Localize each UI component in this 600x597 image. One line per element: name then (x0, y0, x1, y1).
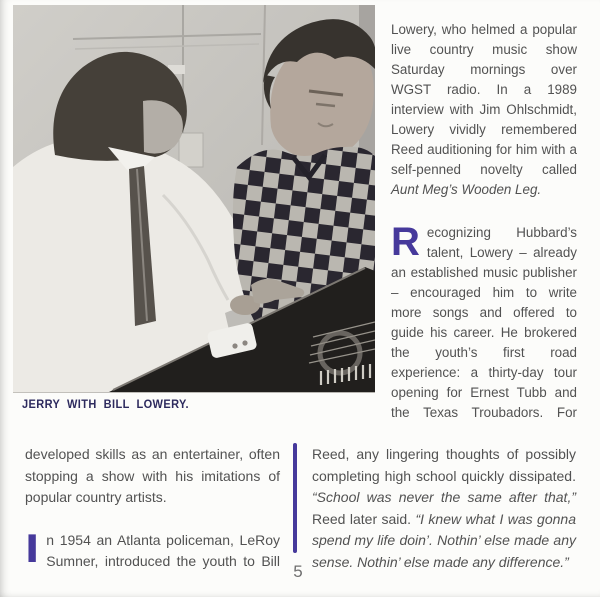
paragraph-text: Reed later said. (312, 510, 416, 527)
paragraph-text: n 1954 an Atlanta policeman, LeRoy Sumner, introduced the youth to Bill (46, 531, 280, 569)
right-column (391, 20, 577, 423)
bottom-right-column (312, 444, 576, 573)
quote-italic: “School was never the same after that,” (312, 489, 576, 505)
photo-caption: JERRY WITH BILL LOWERY. (22, 398, 189, 412)
paragraph-text: ecognizing Hubbard’s talent, Lowery – already an established music publisher – encouraged him to write more songs and offered to guide his career. He brokered the youth’s first road experience: a thirty-day tour opening for Ernest Tubb and the Texas Troubadors. For (391, 225, 577, 420)
photo-illustration (13, 5, 375, 393)
quote-italic: “I knew what I was gonna spend my life doin’. Nothin’ else made any sense. Nothin’ else made any difference.” (312, 510, 576, 570)
paragraph-reed-quotes (312, 444, 576, 573)
column-divider (293, 443, 297, 553)
paragraph-entertainer: developed skills as an entertainer, often stopping a show with his imitations of popular country artists. (25, 446, 280, 505)
photo-jerry-and-bill (13, 5, 375, 393)
paragraph-lowery-radio (391, 20, 577, 200)
dropcap-i: I (27, 527, 38, 569)
paragraph-text: Reed, any lingering thoughts of possibly completing high school quickly dissipated. (312, 446, 576, 484)
paragraph-text: Lowery, who helmed a popular live country music show Saturday mornings over WGST radio. In a 1989 interview with Jim Ohlschmidt, Lowery vividly remembered Reed auditioning for him with a self-penned novelty called (391, 22, 577, 177)
paragraph-recognizing (391, 220, 577, 423)
paragraph-1954 (25, 527, 280, 573)
dropcap-r: R (391, 220, 420, 264)
bottom-left-column (25, 444, 280, 573)
song-title-italic: Aunt Meg’s Wooden Leg. (391, 182, 542, 197)
page-number: 5 (293, 562, 303, 581)
